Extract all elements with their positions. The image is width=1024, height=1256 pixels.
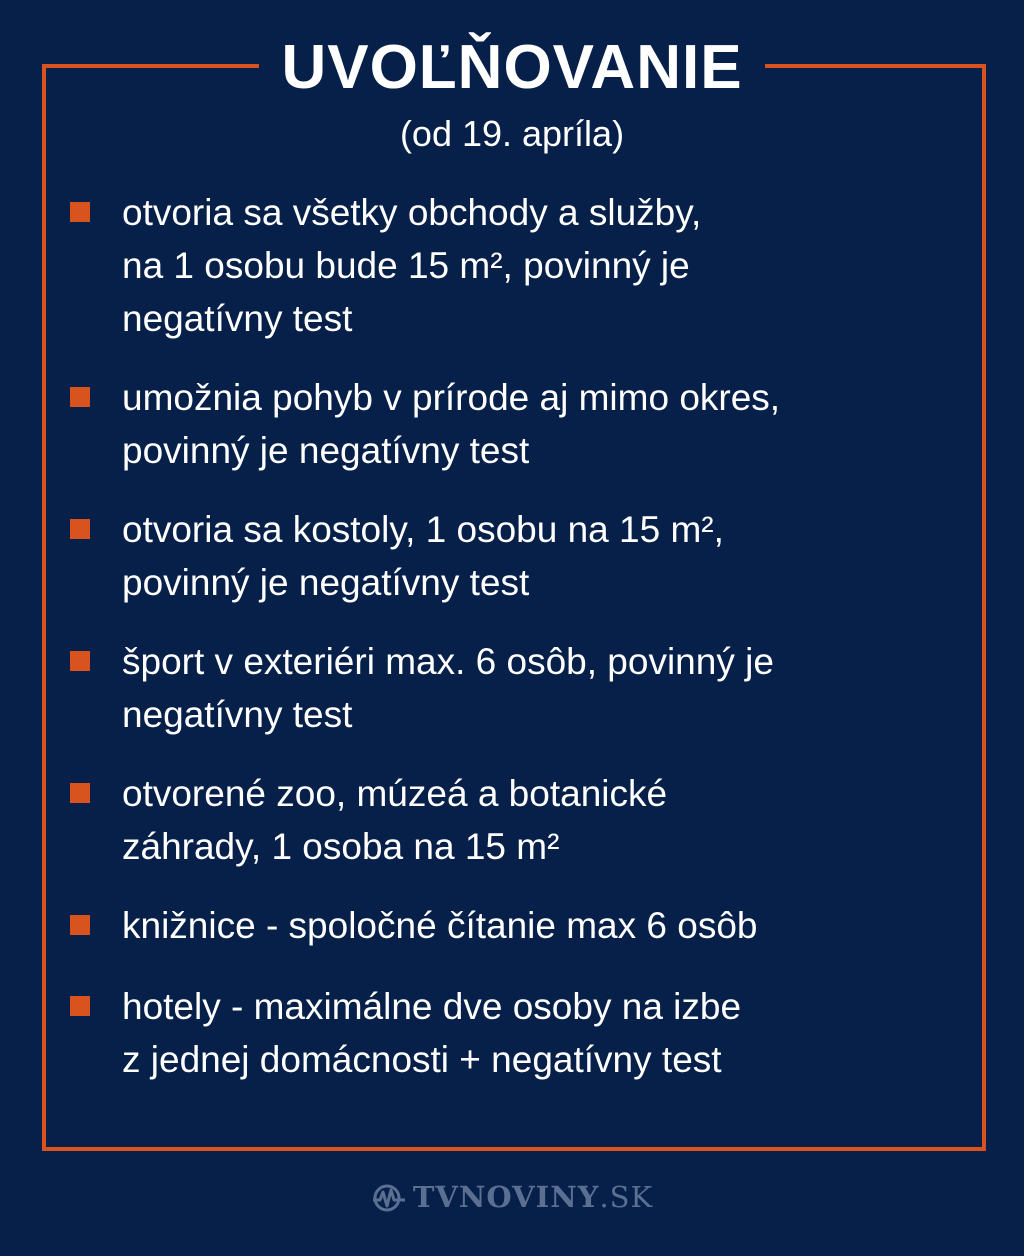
list-item-text: otvoria sa všetky obchody a služby, na 1 osobu bude 15 m², povinný je negatívny test	[122, 192, 702, 339]
measures-list	[70, 186, 950, 1112]
square-bullet-icon	[70, 996, 90, 1016]
list-item-text: otvoria sa kostoly, 1 osobu na 15 m², povinný je negatívny test	[122, 509, 724, 603]
square-bullet-icon	[70, 519, 90, 539]
list-item	[70, 980, 950, 1086]
list-item-text: knižnice - spoločné čítanie max 6 osôb	[122, 905, 758, 946]
square-bullet-icon	[70, 202, 90, 222]
page-subtitle: (od 19. apríla)	[399, 113, 625, 154]
list-item	[70, 186, 950, 345]
list-item-text: šport v exteriéri max. 6 osôb, povinný je negatívny test	[122, 641, 774, 735]
logo-suffix-text: .SK	[599, 1180, 654, 1214]
tvnoviny-logo	[0, 1180, 1024, 1214]
square-bullet-icon	[70, 387, 90, 407]
list-item	[70, 899, 950, 952]
square-bullet-icon	[70, 783, 90, 803]
list-item	[70, 371, 950, 477]
list-item	[70, 503, 950, 609]
list-item	[70, 767, 950, 873]
list-item	[70, 635, 950, 741]
page-title: UVOĽŇOVANIE	[259, 30, 764, 106]
square-bullet-icon	[70, 915, 90, 935]
list-item-text: umožnia pohyb v prírode aj mimo okres, povinný je negatívny test	[122, 377, 781, 471]
title-wrap	[0, 30, 1024, 106]
square-bullet-icon	[70, 651, 90, 671]
list-item-text: otvorené zoo, múzeá a botanické záhrady, 1 osoba na 15 m²	[122, 773, 668, 867]
list-item-text: hotely - maximálne dve osoby na izbe z jednej domácnosti + negatívny test	[122, 986, 742, 1080]
tvnoviny-wave-icon	[371, 1183, 407, 1213]
logo-main-text: TVNOVINY	[412, 1180, 600, 1214]
